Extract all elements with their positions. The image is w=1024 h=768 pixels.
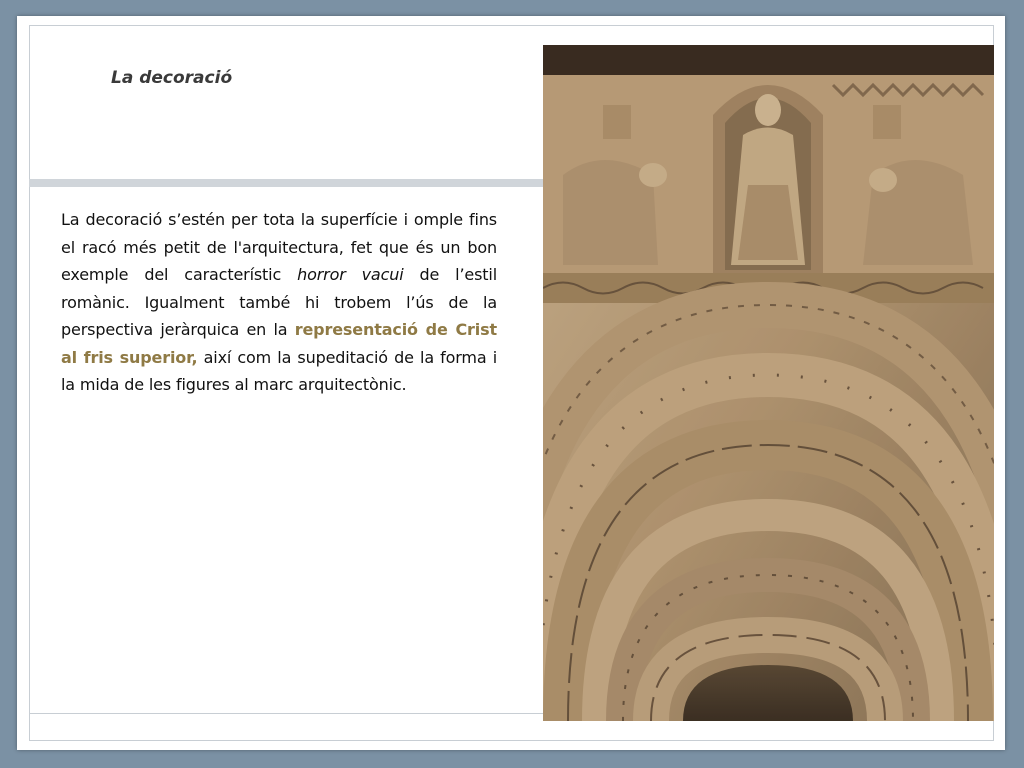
body-text-part1: La decoració s’estén per tota la superfície i omple fins el racó més petit de l'arquitectura, fet que és un bon exemple del característic bbox=[61, 210, 497, 284]
bottom-divider bbox=[29, 713, 543, 714]
body-text-italic: horror vacui bbox=[297, 265, 404, 284]
slide-title: La decoració bbox=[111, 68, 233, 88]
body-text-part3: així com la supeditació de la forma i la mida de les figures al marc arquitectònic. bbox=[61, 347, 497, 394]
portal-photo-illustration bbox=[543, 45, 994, 721]
body-text-part2: de l’estil romànic. Igualment també hi trobem l’ús de la perspectiva jeràrquica en la bbox=[61, 265, 497, 339]
portal-photo bbox=[543, 45, 994, 721]
body-paragraph bbox=[61, 206, 497, 399]
highlighted-text: representació de Crist al fris superior, bbox=[61, 320, 497, 367]
title-divider bbox=[29, 179, 543, 187]
